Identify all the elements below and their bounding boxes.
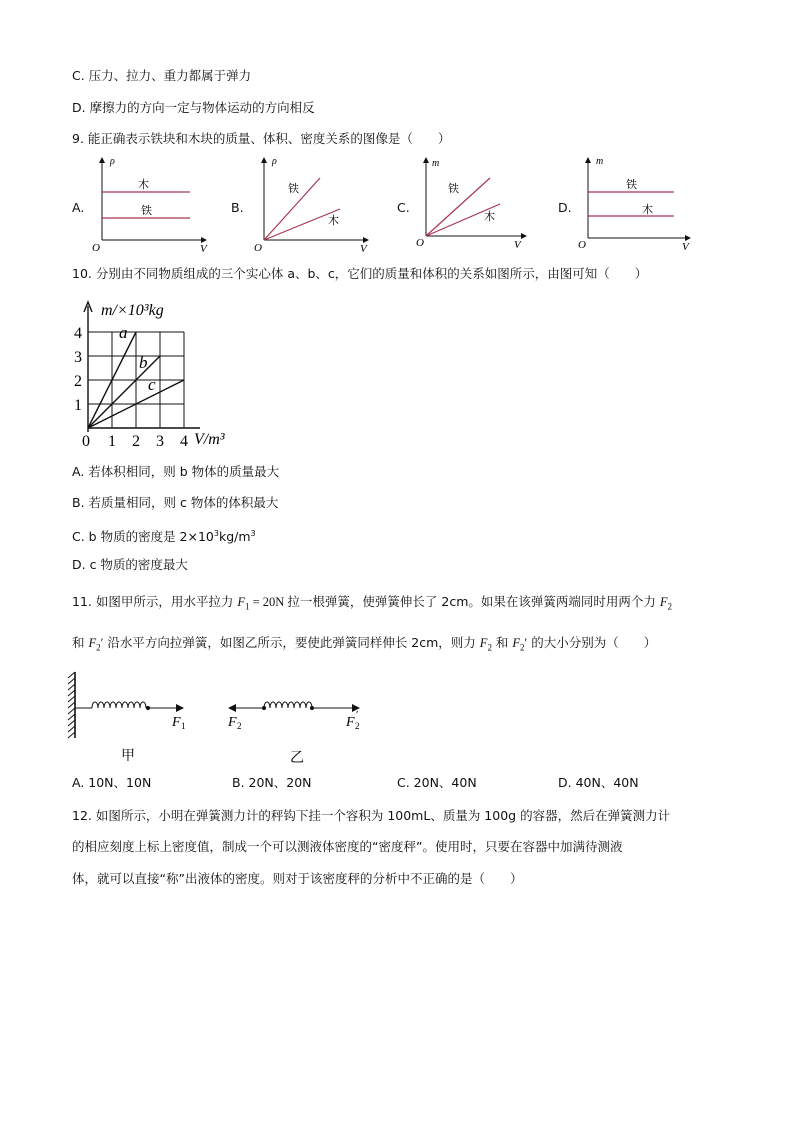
q9-label-d: D. xyxy=(558,200,572,215)
q11-t1: 11. 如图甲所示，用水平拉力 xyxy=(72,594,238,609)
q10c-unit: kg/m xyxy=(218,529,251,545)
q11-option-b: B. 20N、20N xyxy=(232,775,312,790)
q10-ytick-2: 2 xyxy=(74,373,82,390)
q9c-x-label: V xyxy=(514,239,521,251)
q11-f2-b: F xyxy=(479,636,488,650)
q10-option-b: B. 若质量相同，则 c 物体的体积最大 xyxy=(72,495,279,510)
q11-f2-b-sub: 2 xyxy=(487,642,492,653)
q11-option-a: A. 10N、10N xyxy=(72,775,152,790)
q11-fig-yi: 乙 xyxy=(290,750,304,766)
q9d-iron: 铁 xyxy=(626,178,637,191)
q9-stem: 9. 能正确表示铁块和木块的质量、体积、密度关系的图像是（ ） xyxy=(72,131,451,146)
q9b-x-label: V xyxy=(360,243,367,252)
q11-f2-sub: 2 xyxy=(667,601,673,612)
q11-t4: 沿水平方向拉弹簧，如图乙所示，要使此弹簧同样伸长 2cm，则力 xyxy=(103,635,480,650)
q11-f1-sub: 1 xyxy=(244,601,250,612)
q10-chart xyxy=(70,292,250,452)
q11-spring-jia xyxy=(92,702,146,708)
q10-xtick-2: 2 xyxy=(132,433,140,450)
q9a-iron: 铁 xyxy=(141,204,152,217)
q11-fig-jia: 甲 xyxy=(121,748,135,764)
q11-f2p-b: F xyxy=(512,636,521,650)
q10c-exp2: 3 xyxy=(250,529,256,538)
q12-line-2: 的相应刻度上标上密度值，制成一个可以测液体密度的“密度秤”。使用时，只要在容器中加满待测液 xyxy=(72,839,623,854)
q11-t3: 和 xyxy=(72,635,89,650)
q9b-y-label: ρ xyxy=(272,156,277,167)
q10-line-c-label: c xyxy=(148,375,156,394)
q10-y-title: m/×10³kg xyxy=(101,302,164,319)
q9b-wood: 木 xyxy=(328,214,339,227)
q11-f2p: F xyxy=(88,636,97,650)
q9a-wood: 木 xyxy=(138,178,149,191)
q9d-y-label: m xyxy=(596,156,604,167)
q11-f1: F xyxy=(237,595,245,609)
q11-prime: ′ xyxy=(100,636,104,650)
q11-spring-yi xyxy=(264,702,312,708)
q9-graph-d xyxy=(574,152,704,252)
q11-eq: = 20N xyxy=(249,595,288,609)
q9c-y-label: m xyxy=(432,158,440,169)
q9-label-a: A. xyxy=(72,200,85,215)
q10-line-b-label: b xyxy=(139,353,148,372)
q11-t5: 和 xyxy=(491,635,513,650)
q11-fig-f2: F xyxy=(228,715,237,730)
q9d-origin: O xyxy=(578,239,586,251)
q9b-origin: O xyxy=(254,242,262,252)
q10-option-a: A. 若体积相同，则 b 物体的质量最大 xyxy=(72,464,280,479)
q10-option-c xyxy=(72,526,256,545)
q11-f2: F xyxy=(659,595,668,609)
q10-x-title: V/m³ xyxy=(194,431,225,448)
q11-figure xyxy=(66,668,386,768)
q12-line-3: 体，就可以直接“称”出液体的密度。则对于该密度秤的分析中不正确的是（ ） xyxy=(72,871,523,886)
q10-ytick-1: 1 xyxy=(74,397,82,414)
q10-xtick-1: 1 xyxy=(108,433,116,450)
q9-graph-a xyxy=(88,152,218,252)
q10-option-d: D. c 物质的密度最大 xyxy=(72,557,188,572)
q10c-exp: 3 xyxy=(213,529,219,538)
q12-line-1: 12. 如图所示，小明在弹簧测力计的秤钩下挂一个容积为 100mL、质量为 100g 的容器，然后在弹簧测力计 xyxy=(72,808,671,823)
q9b-iron: 铁 xyxy=(288,182,299,195)
q11-fig-f2p: F xyxy=(346,715,355,730)
q11-line-1 xyxy=(72,594,672,615)
q9-label-b: B. xyxy=(231,200,244,215)
q10-xtick-3: 3 xyxy=(156,433,164,450)
q11-line-2 xyxy=(72,635,656,656)
q11-option-d: D. 40N、40N xyxy=(558,775,639,790)
q11-f2p-sub: 2 xyxy=(96,642,101,653)
q10-stem: 10. 分别由不同物质组成的三个实心体 a、b、c，它们的质量和体积的关系如图所示，由图可知（ ） xyxy=(72,266,648,281)
q9-graph-c xyxy=(412,152,542,252)
q11-f2p-b-sub: 2 xyxy=(520,642,525,653)
q11-fig-f1: F xyxy=(172,715,181,730)
q9a-y-label: ρ xyxy=(110,156,115,167)
q9a-origin: O xyxy=(92,242,100,252)
q11-option-c: C. 20N、40N xyxy=(397,775,477,790)
q8-option-c: C. 压力、拉力、重力都属于弹力 xyxy=(72,68,252,83)
q9c-iron: 铁 xyxy=(448,182,459,195)
q9d-x-label: V xyxy=(682,241,689,252)
q11-fig-prime: ′ xyxy=(356,709,359,721)
q10c-text: C. b 物质的密度是 2×10 xyxy=(72,529,214,545)
q9c-origin: O xyxy=(416,237,424,249)
q10-ytick-4: 4 xyxy=(74,325,82,342)
q11-fig-f2p-sub: 2 xyxy=(355,721,360,731)
q9-graph-b xyxy=(250,152,380,252)
q11-prime-b: ′ xyxy=(524,636,528,650)
q11-fig-f2-sub: 2 xyxy=(237,721,242,731)
q10-xtick-4: 4 xyxy=(180,433,188,450)
q10-ytick-3: 3 xyxy=(74,349,82,366)
q10-line-a-label: a xyxy=(119,323,128,342)
q11-t6: 的大小分别为（ ） xyxy=(527,635,657,650)
q9c-wood: 木 xyxy=(484,210,495,223)
q10-origin: 0 xyxy=(82,433,90,450)
q11-t2: 拉一根弹簧，使弹簧伸长了 2cm。如果在该弹簧两端同时用两个力 xyxy=(287,594,660,609)
q8-option-d: D. 摩擦力的方向一定与物体运动的方向相反 xyxy=(72,100,315,115)
q9d-wood: 木 xyxy=(642,203,653,216)
q9a-x-label: V xyxy=(200,243,207,252)
q11-fig-f1-sub: 1 xyxy=(181,721,186,731)
q11-wall-hatch xyxy=(68,672,75,738)
q9-label-c: C. xyxy=(397,200,410,215)
